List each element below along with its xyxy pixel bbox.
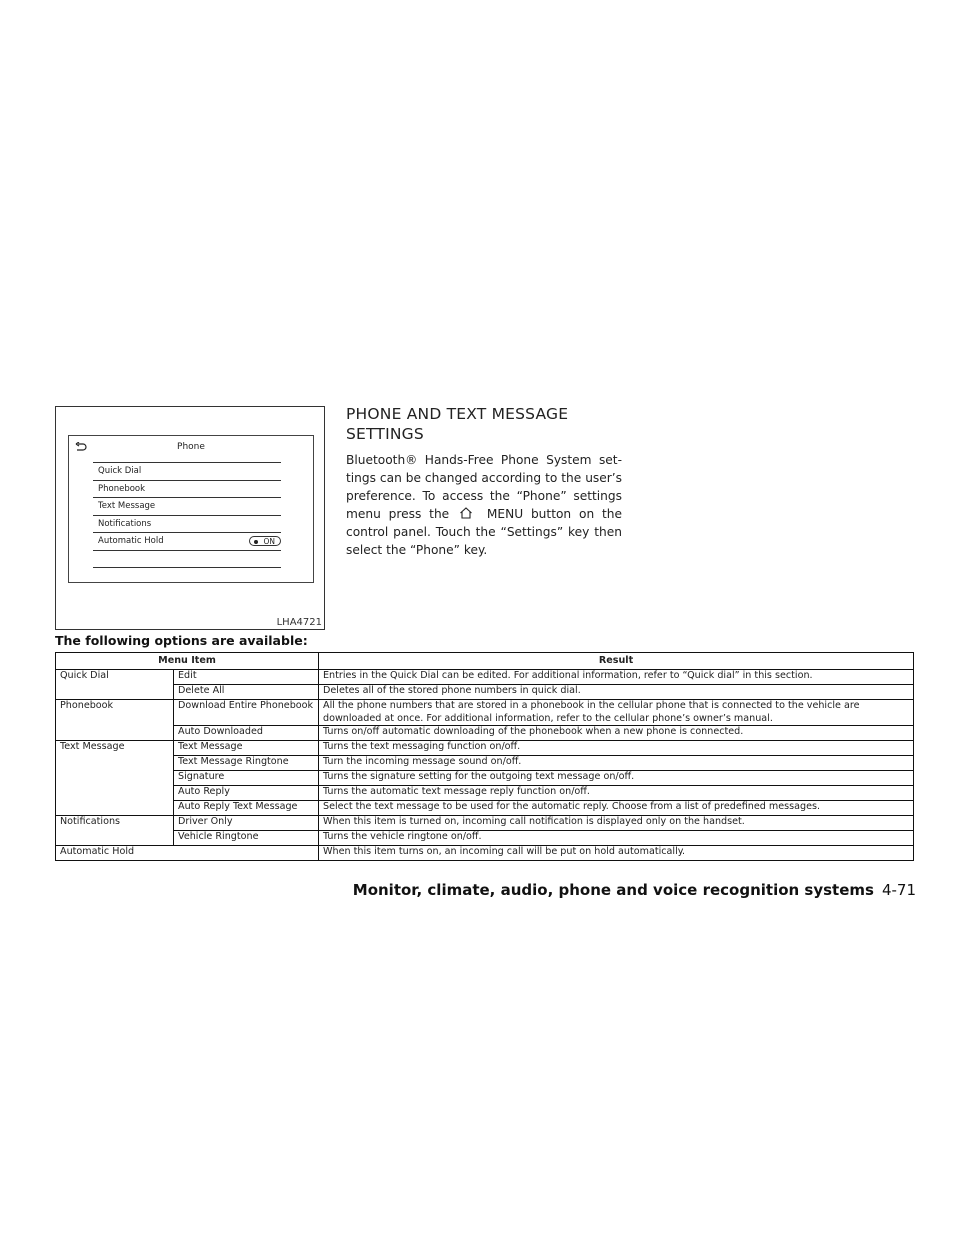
- table-row: [56, 831, 914, 846]
- table-cell-category: [56, 756, 174, 771]
- section-body: [346, 451, 622, 559]
- table-row: [56, 685, 914, 700]
- table-cell-result: Turn the incoming message sound on/off.: [319, 756, 914, 771]
- table-cell-result: Turns the vehicle ringtone on/off.: [319, 831, 914, 846]
- menu-divider: [93, 550, 281, 568]
- table-cell-category: Phonebook: [56, 700, 174, 726]
- section-title-line: PHONE AND TEXT MESSAGE: [346, 405, 569, 423]
- table-cell-category: Text Message: [56, 741, 174, 756]
- table-cell-item: Text Message Ringtone: [174, 756, 319, 771]
- table-cell-category: [56, 726, 174, 741]
- figure-code: LHA4721: [276, 617, 322, 628]
- table-row: [56, 741, 914, 756]
- table-cell-result: Entries in the Quick Dial can be edited. For additional information, refer to “Quick dial” in this section.: [319, 670, 914, 685]
- screen-title: Phone: [177, 442, 205, 452]
- menu-item-quick-dial: Quick Dial: [93, 462, 281, 480]
- menu-item-label: Automatic Hold: [98, 536, 164, 546]
- phone-settings-figure: [55, 406, 325, 630]
- options-heading: The following options are available:: [55, 633, 308, 648]
- table-row: [56, 726, 914, 741]
- page-number: 4-71: [881, 881, 916, 899]
- table-cell-category: [56, 831, 174, 846]
- header-menu-item: Menu Item: [56, 653, 319, 670]
- phone-options-table: [55, 652, 914, 861]
- table-row: [56, 670, 914, 685]
- table-cell-result: Deletes all of the stored phone numbers in quick dial.: [319, 685, 914, 700]
- table-cell-item: Vehicle Ringtone: [174, 831, 319, 846]
- table-row: [56, 771, 914, 786]
- table-cell-item: Edit: [174, 670, 319, 685]
- table-cell-category: Notifications: [56, 816, 174, 831]
- header-result: Result: [319, 653, 914, 670]
- table-cell-item: Delete All: [174, 685, 319, 700]
- table-cell-category: [56, 786, 174, 801]
- table-cell-item: Text Message: [174, 741, 319, 756]
- table-cell-result: Turns the text messaging function on/off.: [319, 741, 914, 756]
- table-cell-category: [56, 801, 174, 816]
- section-title: [346, 404, 636, 444]
- table-cell-category: Quick Dial: [56, 670, 174, 685]
- automatic-hold-toggle: [249, 536, 281, 546]
- menu-divider: [93, 567, 281, 568]
- table-cell-item: Driver Only: [174, 816, 319, 831]
- table-cell-category: [56, 685, 174, 700]
- table-row: [56, 756, 914, 771]
- table-row: [56, 816, 914, 831]
- phone-settings-screen: [68, 435, 314, 583]
- table-cell-item: Signature: [174, 771, 319, 786]
- table-cell-result: Select the text message to be used for the automatic reply. Choose from a list of predefined messages.: [319, 801, 914, 816]
- table-cell-category: [56, 771, 174, 786]
- table-cell-result: Turns on/off automatic downloading of the phonebook when a new phone is connected.: [319, 726, 914, 741]
- phone-menu-list: [93, 462, 281, 568]
- table-cell-result: When this item turns on, an incoming call will be put on hold automatically.: [319, 846, 914, 861]
- table-row: [56, 801, 914, 816]
- table-cell-result: Turns the signature setting for the outgoing text message on/off.: [319, 771, 914, 786]
- table-cell-item: Auto Reply: [174, 786, 319, 801]
- table-cell-result: All the phone numbers that are stored in a phonebook in the cellular phone that is connected to the vehicle are downloaded at once. For additional information, refer to the cellular phone’s owner’s manual.: [319, 700, 914, 726]
- table-row: [56, 786, 914, 801]
- table-header-row: [56, 653, 914, 670]
- table-cell-item: Download Entire Phonebook: [174, 700, 319, 726]
- menu-item-automatic-hold: [93, 532, 281, 550]
- table-row: [56, 846, 914, 861]
- body-text: Bluetooth® Hands-Free Phone System settings can be changed according to the user’s preference. To access the “Phone” settings menu press the: [346, 453, 622, 521]
- body-text: MENU button on the control panel. Touch the “Settings” key then select the “Phone” key.: [346, 507, 623, 557]
- footer-section-name: Monitor, climate, audio, phone and voice recognition systems: [352, 881, 874, 899]
- table-cell-result: Turns the automatic text message reply function on/off.: [319, 786, 914, 801]
- table-cell-result: When this item is turned on, incoming call notification is displayed only on the handset.: [319, 816, 914, 831]
- section-title-line: SETTINGS: [346, 425, 424, 443]
- table-cell-item: Auto Reply Text Message: [174, 801, 319, 816]
- home-menu-icon: [459, 507, 473, 519]
- page-footer: [353, 881, 916, 899]
- toggle-label: ON: [263, 537, 275, 546]
- menu-item-notifications: Notifications: [93, 515, 281, 533]
- table-cell-item: Auto Downloaded: [174, 726, 319, 741]
- table-row: [56, 700, 914, 726]
- menu-item-phonebook: Phonebook: [93, 480, 281, 498]
- toggle-dot-icon: [254, 540, 258, 544]
- menu-item-text-message: Text Message: [93, 497, 281, 515]
- table-cell-category: Automatic Hold: [56, 846, 319, 861]
